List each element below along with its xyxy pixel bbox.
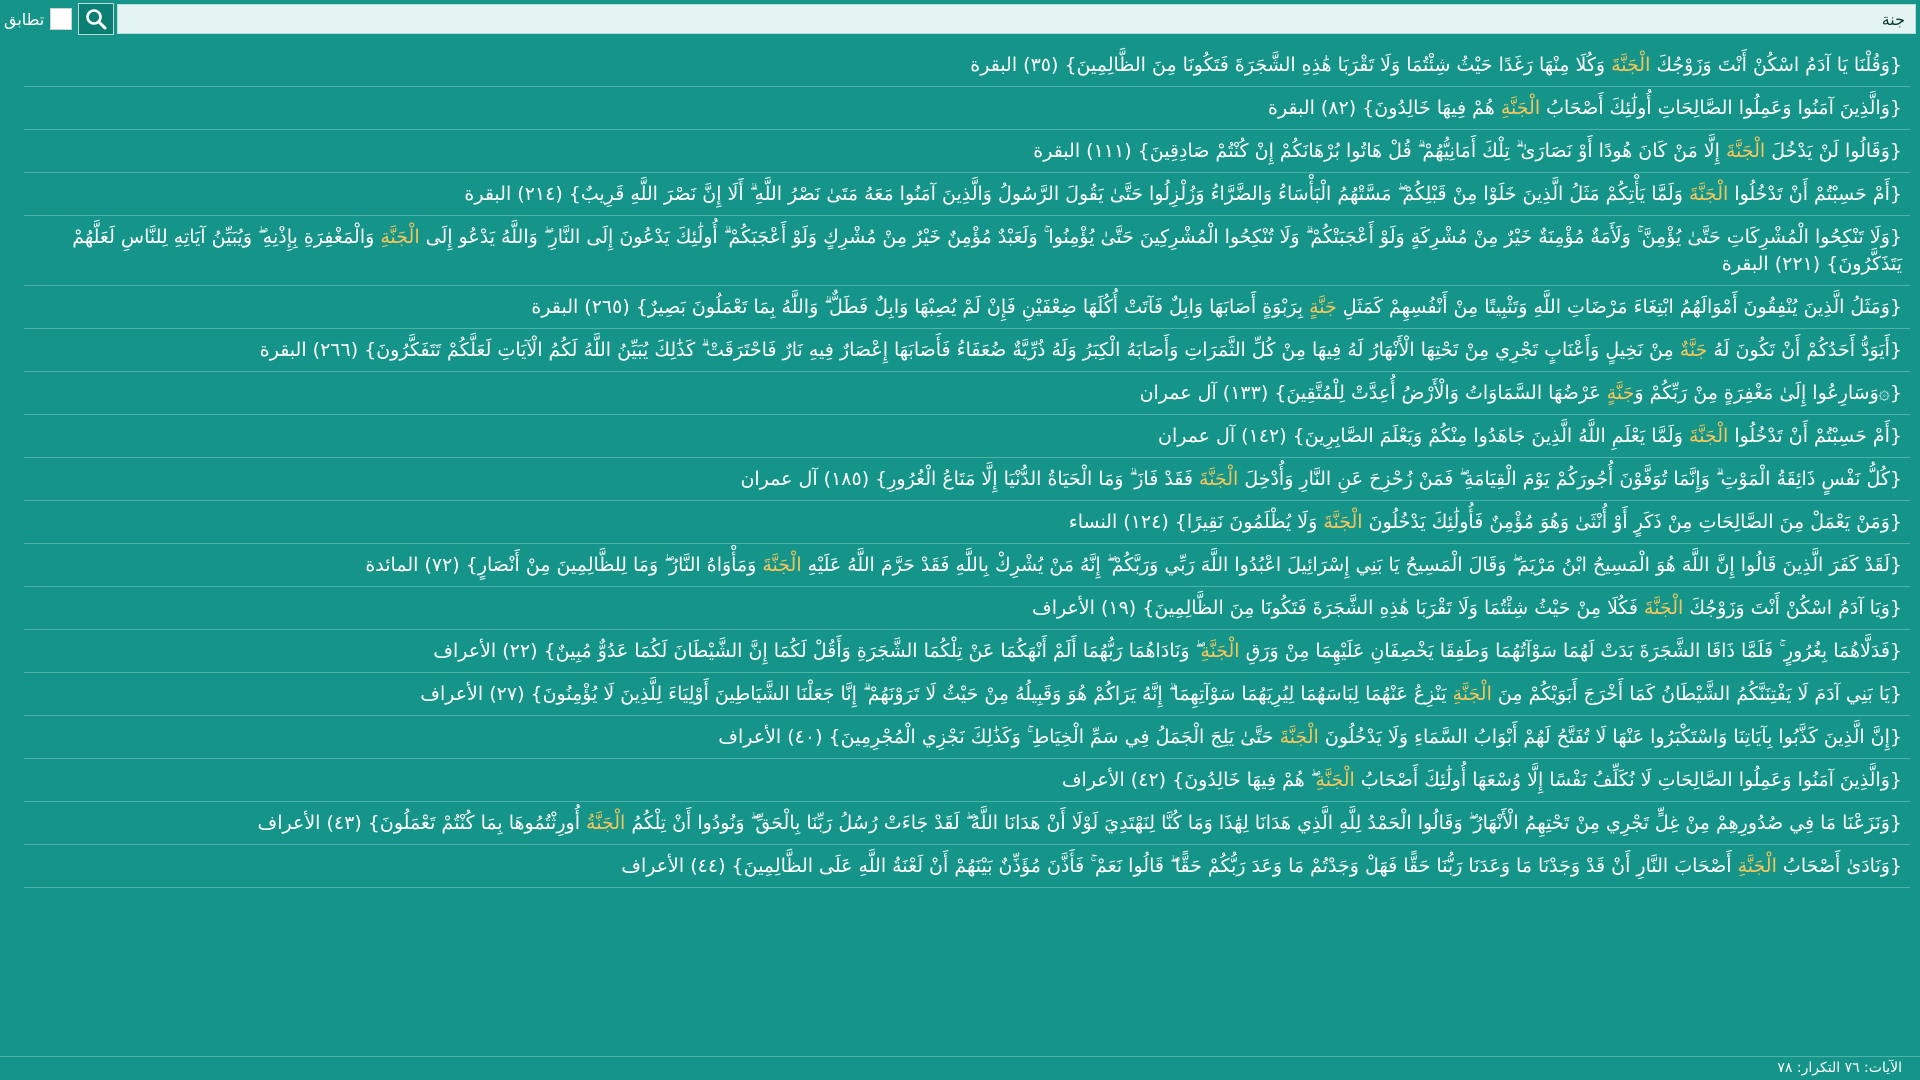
status-text: الآيات: ٧٦ التكرار: ٧٨ [1777,1060,1902,1076]
verse-text: ۖ وَنَادَاهُمَا رَبُّهُمَا أَلَمْ أَنْهَكُمَا عَنْ تِلْكُمَا الشَّجَرَةِ وَأَقُلْ لَكُمَا إِنَّ الشَّيْطَانَ لَكُمَا عَدُوٌّ مُبِينٌ} (٢٢) الأعراف [433,640,1201,662]
verse-text: هُمْ فِيهَا خَالِدُونَ} (٨٢) البقرة [1268,97,1501,119]
verse-row[interactable] [24,544,1910,587]
results-list[interactable] [24,44,1910,1054]
verse-text: وَلَمَّا يَعْلَمِ اللَّهُ الَّذِينَ جَاهَدُوا مِنْكُمْ وَيَعْلَمَ الصَّابِرِينَ} (١٤٢) آل عمران [1157,425,1690,447]
verse-text: إِلَّا مَنْ كَانَ هُودًا أَوْ نَصَارَىٰ ۗ تِلْكَ أَمَانِيُّهُمْ ۗ قُلْ هَاتُوا بُرْهَانَكُمْ إِنْ كُنْتُمْ صَادِقِينَ} (١١١) البقرة [1033,140,1726,162]
verse-text: {أَمْ حَسِبْتُمْ أَنْ تَدْخُلُوا [1728,425,1902,447]
verse-text: عَرْضُهَا السَّمَاوَاتُ وَالْأَرْضُ أُعِدَّتْ لِلْمُتَّقِينَ} (١٣٣) آل عمران [1139,382,1607,404]
search-match-highlight: الْجَنَّةِ [1315,769,1355,791]
verse-row[interactable] [24,845,1910,888]
search-match-highlight: الْجَنَّةِ [380,226,420,248]
verse-text: مِنْ نَخِيلٍ وَأَعْنَابٍ تَجْرِي مِنْ تَحْتِهَا الْأَنْهَارُ لَهُ فِيهَا مِنْ كُلِّ الثَّمَرَاتِ وَأَصَابَهُ الْكِبَرُ وَلَهُ ذُرِّيَّةٌ ضُعَفَاءُ فَأَصَابَهَا إِعْصَارٌ فِيهِ نَارٌ فَاحْتَرَقَتْ ۗ كَذَٰلِكَ يُبَيِّنُ اللَّهُ لَكُمُ الْآيَاتِ لَعَلَّكُمْ تَتَفَكَّرُونَ} (٢٦٦) البقرة [259,339,1680,361]
search-match-highlight: الْجَنَّةَ [1689,425,1729,447]
verse-text: {أَمْ حَسِبْتُمْ أَنْ تَدْخُلُوا [1728,183,1902,205]
verse-row[interactable] [24,458,1910,501]
verse-text: {وَمَثَلُ الَّذِينَ يُنْفِقُونَ أَمْوَالَهُمُ ابْتِغَاءَ مَرْضَاتِ اللَّهِ وَتَثْبِيتًا مِنْ أَنْفُسِهِمْ كَمَثَلِ [1336,296,1902,318]
verse-row[interactable] [24,501,1910,544]
verse-text: حَتَّىٰ يَلِجَ الْجَمَلُ فِي سَمِّ الْخِيَاطِ ۚ وَكَذَٰلِكَ نَجْزِي الْمُجْرِمِينَ} (٤٠) الأعراف [718,726,1280,748]
verse-text: {وَنَزَعْنَا مَا فِي صُدُورِهِمْ مِنْ غِلٍّ تَجْرِي مِنْ تَحْتِهِمُ الْأَنْهَارُ ۖ وَقَالُوا الْحَمْدُ لِلَّهِ الَّذِي هَدَانَا لِهَٰذَا وَمَا كُنَّا لِنَهْتَدِيَ لَوْلَا أَنْ هَدَانَا اللَّهُ ۖ لَقَدْ جَاءَتْ رُسُلُ رَبِّنَا بِالْحَقِّ ۖ وَنُودُوا أَنْ تِلْكُمُ [625,812,1902,834]
search-match-highlight: الْجَنَّةِ [1737,855,1777,877]
verse-text: بِرَبْوَةٍ أَصَابَهَا وَابِلٌ فَآتَتْ أُكُلَهَا ضِعْفَيْنِ فَإِنْ لَمْ يُصِبْهَا وَابِلٌ فَطَلٌّ ۗ وَاللَّهُ بِمَا تَعْمَلُونَ بَصِيرٌ} (٢٦٥) البقرة [531,296,1310,318]
search-match-highlight: الْجَنَّةُ [586,812,626,834]
search-match-highlight: الْجَنَّةِ [1452,683,1492,705]
verse-text: وَلَا يُظْلَمُونَ نَقِيرًا} (١٢٤) النساء [1068,511,1324,533]
verse-text: ۖ هُمْ فِيهَا خَالِدُونَ} (٤٢) الأعراف [1061,769,1316,791]
search-match-highlight: الْجَنَّةَ [762,554,802,576]
verse-text: وَمَأْوَاهُ النَّارُ ۖ وَمَا لِلظَّالِمِينَ مِنْ أَنْصَارٍ} (٧٢) المائدة [365,554,763,576]
search-icon [84,7,108,31]
verse-row[interactable] [24,630,1910,673]
verse-text: {فَدَلَّاهُمَا بِغُرُورٍ ۚ فَلَمَّا ذَاقَا الشَّجَرَةَ بَدَتْ لَهُمَا سَوْآتُهُمَا وَطَفِقَا يَخْصِفَانِ عَلَيْهِمَا مِنْ وَرَقِ [1239,640,1902,662]
verse-row[interactable] [24,802,1910,845]
search-input[interactable] [117,4,1916,34]
verse-text: {كُلُّ نَفْسٍ ذَائِقَةُ الْمَوْتِ ۗ وَإِنَّمَا تُوَفَّوْنَ أُجُورَكُمْ يَوْمَ الْقِيَامَةِ ۖ فَمَنْ زُحْزِحَ عَنِ النَّارِ وَأُدْخِلَ [1238,468,1902,490]
match-option[interactable] [0,4,74,34]
verse-text: {إِنَّ الَّذِينَ كَذَّبُوا بِآيَاتِنَا وَاسْتَكْبَرُوا عَنْهَا لَا تُفَتَّحُ لَهُمْ أَبْوَابُ السَّمَاءِ وَلَا يَدْخُلُونَ [1318,726,1902,748]
verse-text: فَكُلَا مِنْ حَيْثُ شِئْتُمَا وَلَا تَقْرَبَا هَٰذِهِ الشَّجَرَةَ فَتَكُونَا مِنَ الظَّالِمِينَ} (١٩) الأعراف [1032,597,1645,619]
verse-text: {أَيَوَدُّ أَحَدُكُمْ أَنْ تَكُونَ لَهُ [1707,339,1902,361]
search-match-highlight: جَنَّةٌ [1679,339,1708,361]
search-match-highlight: الْجَنَّةَ [1644,597,1684,619]
verse-row[interactable] [24,173,1910,216]
verse-row[interactable] [24,673,1910,716]
verse-row[interactable] [24,415,1910,458]
verse-text: {وَقَالُوا لَنْ يَدْخُلَ [1765,140,1902,162]
verse-text: {وَلَا تَنْكِحُوا الْمُشْرِكَاتِ حَتَّىٰ يُؤْمِنَّ ۚ وَلَأَمَةٌ مُؤْمِنَةٌ خَيْرٌ مِنْ مُشْرِكَةٍ وَلَوْ أَعْجَبَتْكُمْ ۗ وَلَا تُنْكِحُوا الْمُشْرِكِينَ حَتَّىٰ يُؤْمِنُوا ۚ وَلَعَبْدٌ مُؤْمِنٌ خَيْرٌ مِنْ مُشْرِكٍ وَلَوْ أَعْجَبَكُمْ ۗ أُولَٰئِكَ يَدْعُونَ إِلَى النَّارِ ۖ وَاللَّهُ يَدْعُو إِلَى [419,226,1902,248]
search-match-highlight: الْجَنَّةِ [1500,97,1541,119]
verse-text: وَلَمَّا يَأْتِكُمْ مَثَلُ الَّذِينَ خَلَوْا مِنْ قَبْلِكُمْ ۖ مَسَّتْهُمُ الْبَأْسَاءُ وَالضَّرَّاءُ وَزُلْزِلُوا حَتَّىٰ يَقُولَ الرَّسُولُ وَالَّذِينَ آمَنُوا مَعَهُ مَتَىٰ نَصْرُ اللَّهِ ۗ أَلَا إِنَّ نَصْرَ اللَّهِ قَرِيبٌ} (٢١٤) البقرة [464,183,1690,205]
search-button[interactable] [78,3,114,35]
verse-row[interactable] [24,130,1910,173]
verse-row[interactable] [24,587,1910,630]
search-match-highlight: جَنَّةٍ [1606,382,1635,404]
verse-row[interactable] [24,716,1910,759]
search-match-highlight: جَنَّةٍ [1309,296,1337,318]
search-match-highlight: الْجَنَّةِ [1200,640,1240,662]
verse-text: {۞وَسَارِعُوا إِلَىٰ مَغْفِرَةٍ مِنْ رَبِّكُمْ وَ [1634,382,1902,404]
verse-text: أَصْحَابَ النَّارِ أَنْ قَدْ وَجَدْنَا مَا وَعَدَنَا رَبُّنَا حَقًّا فَهَلْ وَجَدْتُمْ مَا وَعَدَ رَبُّكُمْ حَقًّا ۖ قَالُوا نَعَمْ ۚ فَأَذَّنَ مُؤَذِّنٌ بَيْنَهُمْ أَنْ لَعْنَةُ اللَّهِ عَلَى الظَّالِمِينَ} (٤٤) الأعراف [621,855,1738,877]
toolbar [0,0,1920,38]
verse-text: {وَالَّذِينَ آمَنُوا وَعَمِلُوا الصَّالِحَاتِ لَا نُكَلِّفُ نَفْسًا إِلَّا وُسْعَهَا أُولَٰئِكَ أَصْحَابُ [1354,769,1902,791]
verse-row[interactable] [24,286,1910,329]
search-match-highlight: الْجَنَّةَ [1725,140,1766,162]
match-checkbox[interactable] [50,8,72,30]
verse-text: {يَا بَنِي آدَمَ لَا يَفْتِنَنَّكُمُ الشَّيْطَانُ كَمَا أَخْرَجَ أَبَوَيْكُمْ مِنَ [1491,683,1902,705]
match-label: تطابق [4,9,45,29]
verse-text: وَكُلَا مِنْهَا رَغَدًا حَيْثُ شِئْتُمَا وَلَا تَقْرَبَا هَٰذِهِ الشَّجَرَةَ فَتَكُونَا مِنَ الظَّالِمِينَ} (٣٥) البقرة [970,54,1612,76]
status-bar [0,1056,1920,1080]
verse-row[interactable] [24,759,1910,802]
verse-text: {وَنَادَىٰ أَصْحَابُ [1776,855,1902,877]
verse-row[interactable] [24,329,1910,372]
search-match-highlight: الْجَنَّةَ [1279,726,1319,748]
search-match-highlight: الْجَنَّةَ [1689,183,1729,205]
verse-row[interactable] [24,44,1910,87]
verse-text: فَقَدْ فَازَ ۗ وَمَا الْحَيَاةُ الدُّنْيَا إِلَّا مَتَاعُ الْغُرُورِ} (١٨٥) آل عمران [740,468,1200,490]
verse-text: {وَمَنْ يَعْمَلْ مِنَ الصَّالِحَاتِ مِنْ ذَكَرٍ أَوْ أُنْثَىٰ وَهُوَ مُؤْمِنٌ فَأُولَٰئِكَ يَدْخُلُونَ [1362,511,1902,533]
verse-text: {لَقَدْ كَفَرَ الَّذِينَ قَالُوا إِنَّ اللَّهَ هُوَ الْمَسِيحُ ابْنُ مَرْيَمَ ۖ وَقَالَ الْمَسِيحُ يَا بَنِي إِسْرَائِيلَ اعْبُدُوا اللَّهَ رَبِّي وَرَبَّكُمْ ۖ إِنَّهُ مَنْ يُشْرِكْ بِاللَّهِ فَقَدْ حَرَّمَ اللَّهُ عَلَيْهِ [801,554,1902,576]
search-match-highlight: الْجَنَّةَ [1323,511,1363,533]
verse-text: {وَالَّذِينَ آمَنُوا وَعَمِلُوا الصَّالِحَاتِ أُولَٰئِكَ أَصْحَابُ [1540,97,1902,119]
verse-text: يَنْزِعُ عَنْهُمَا لِبَاسَهُمَا لِيُرِيَهُمَا سَوْآتِهِمَا ۗ إِنَّهُ يَرَاكُمْ هُوَ وَقَبِيلُهُ مِنْ حَيْثُ لَا تَرَوْنَهُمْ ۗ إِنَّا جَعَلْنَا الشَّيَاطِينَ أَوْلِيَاءَ لِلَّذِينَ لَا يُؤْمِنُونَ} (٢٧) الأعراف [420,683,1453,705]
verse-text: {وَقُلْنَا يَا آدَمُ اسْكُنْ أَنْتَ وَزَوْجُكَ [1650,54,1902,76]
search-match-highlight: الْجَنَّةَ [1199,468,1239,490]
verse-text: {وَيَا آدَمُ اسْكُنْ أَنْتَ وَزَوْجُكَ [1683,597,1902,619]
verse-text: وَالْمَغْفِرَةِ بِإِذْنِهِ ۖ وَيُبَيِّنُ آيَاتِهِ لِلنَّاسِ لَعَلَّهُمْ يَتَذَكَّرُونَ} (٢٢١) البقرة [72,226,1902,275]
verse-row[interactable] [24,87,1910,130]
verse-text: أُورِثْتُمُوهَا بِمَا كُنْتُمْ تَعْمَلُونَ} (٤٣) الأعراف [257,812,587,834]
verse-row[interactable] [24,216,1910,286]
verse-row[interactable] [24,372,1910,415]
search-match-highlight: الْجَنَّةَ [1611,54,1651,76]
